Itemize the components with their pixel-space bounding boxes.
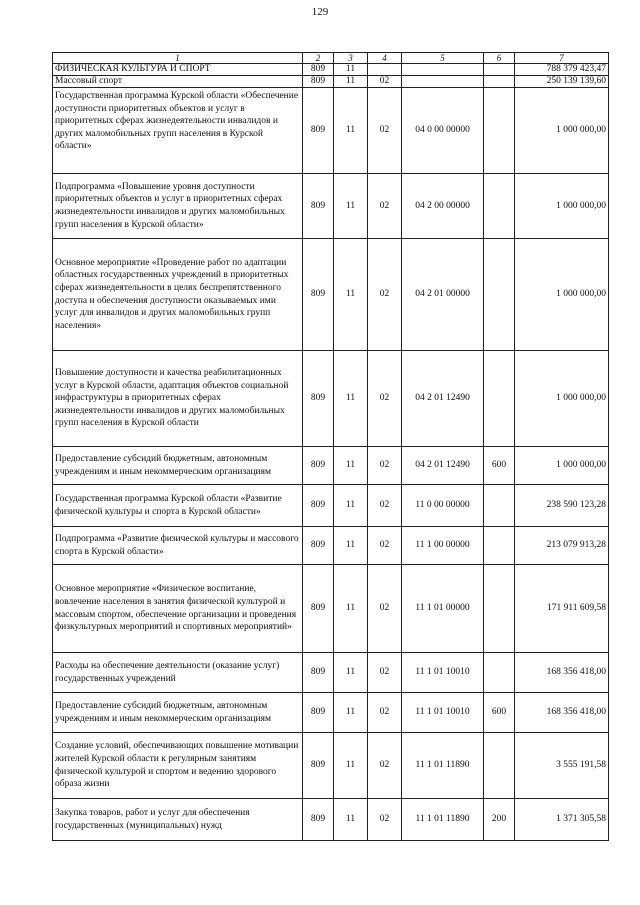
row-target: 11 1 01 11890	[402, 733, 484, 799]
row-ministry: 809	[303, 239, 334, 351]
row-subsection: 02	[368, 527, 402, 565]
row-target	[402, 76, 484, 88]
row-ministry: 809	[303, 351, 334, 447]
row-expense	[484, 351, 515, 447]
row-section: 11	[334, 351, 368, 447]
row-section: 11	[334, 64, 368, 76]
row-name: Государственная программа Курской области «Обеспечение доступности приоритетных объектов и услуг в приоритетных сферах жизнедеятельности инвалидов и других маломобильных групп населения в Курской области»	[53, 88, 303, 174]
row-target: 04 2 00 00000	[402, 174, 484, 239]
row-section: 11	[334, 76, 368, 88]
row-subsection: 02	[368, 76, 402, 88]
row-ministry: 809	[303, 485, 334, 527]
row-name: Повышение доступности и качества реабилитационных услуг в Курской области, адаптация объектов социальной инфраструктуры в приоритетных сферах жизнедеятельности инвалидов и других маломобильных групп населения в Курской области	[53, 351, 303, 447]
row-ministry: 809	[303, 799, 334, 841]
column-number-header: 6	[484, 53, 515, 64]
row-target: 11 1 01 11890	[402, 799, 484, 841]
row-amount: 1 000 000,00	[515, 351, 609, 447]
row-subsection: 02	[368, 565, 402, 653]
row-subsection	[368, 64, 402, 76]
column-number-header: 3	[334, 53, 368, 64]
row-amount: 1 000 000,00	[515, 88, 609, 174]
row-target: 11 1 01 00000	[402, 565, 484, 653]
row-amount: 171 911 609,58	[515, 565, 609, 653]
row-name: Закупка товаров, работ и услуг для обеспечения государственных (муниципальных) нужд	[53, 799, 303, 841]
column-number-header: 4	[368, 53, 402, 64]
row-section: 11	[334, 239, 368, 351]
row-section: 11	[334, 565, 368, 653]
row-subsection: 02	[368, 799, 402, 841]
row-amount: 213 079 913,28	[515, 527, 609, 565]
table-row	[53, 174, 609, 239]
row-target	[402, 64, 484, 76]
table-row	[53, 447, 609, 485]
row-amount: 1 371 305,58	[515, 799, 609, 841]
row-expense	[484, 88, 515, 174]
table-row	[53, 693, 609, 733]
row-name: Подпрограмма «Повышение уровня доступности приоритетных объектов и услуг в приоритетных сферах жизнедеятельности инвалидов и других маломобильных групп населения в Курской области»	[53, 174, 303, 239]
row-section: 11	[334, 527, 368, 565]
row-ministry: 809	[303, 527, 334, 565]
row-name: ФИЗИЧЕСКАЯ КУЛЬТУРА И СПОРТ	[53, 64, 303, 76]
row-section: 11	[334, 88, 368, 174]
row-amount: 788 379 423,47	[515, 64, 609, 76]
budget-table	[52, 52, 609, 841]
row-subsection: 02	[368, 351, 402, 447]
row-section: 11	[334, 447, 368, 485]
row-expense	[484, 174, 515, 239]
row-target: 11 0 00 00000	[402, 485, 484, 527]
page-number: 129	[311, 6, 329, 18]
row-expense	[484, 239, 515, 351]
row-expense	[484, 485, 515, 527]
row-amount: 3 555 191,58	[515, 733, 609, 799]
table-row	[53, 64, 609, 76]
row-amount: 1 000 000,00	[515, 239, 609, 351]
row-expense: 600	[484, 447, 515, 485]
table-row	[53, 733, 609, 799]
row-amount: 1 000 000,00	[515, 447, 609, 485]
column-number-header: 7	[515, 53, 609, 64]
row-subsection: 02	[368, 174, 402, 239]
table-row	[53, 76, 609, 88]
row-expense	[484, 565, 515, 653]
row-section: 11	[334, 733, 368, 799]
column-number-header: 2	[303, 53, 334, 64]
row-amount: 168 356 418,00	[515, 693, 609, 733]
table-row	[53, 799, 609, 841]
row-target: 04 2 01 12490	[402, 351, 484, 447]
row-expense	[484, 527, 515, 565]
row-ministry: 809	[303, 88, 334, 174]
row-amount: 168 356 418,00	[515, 653, 609, 693]
row-section: 11	[334, 693, 368, 733]
row-expense	[484, 653, 515, 693]
row-ministry: 809	[303, 565, 334, 653]
table-row	[53, 527, 609, 565]
row-subsection: 02	[368, 88, 402, 174]
table-row	[53, 485, 609, 527]
row-section: 11	[334, 799, 368, 841]
row-section: 11	[334, 174, 368, 239]
row-name: Подпрограмма «Развитие физической культуры и массового спорта в Курской области»	[53, 527, 303, 565]
row-ministry: 809	[303, 447, 334, 485]
row-expense	[484, 733, 515, 799]
row-ministry: 809	[303, 64, 334, 76]
row-target: 11 1 00 00000	[402, 527, 484, 565]
row-name: Массовый спорт	[53, 76, 303, 88]
row-ministry: 809	[303, 693, 334, 733]
row-ministry: 809	[303, 174, 334, 239]
table-row	[53, 239, 609, 351]
row-ministry: 809	[303, 76, 334, 88]
row-expense: 200	[484, 799, 515, 841]
table-row	[53, 351, 609, 447]
row-name: Предоставление субсидий бюджетным, автономным учреждениям и иным некоммерческим организациям	[53, 693, 303, 733]
row-target: 04 2 01 12490	[402, 447, 484, 485]
row-name: Основное мероприятие «Физическое воспитание, вовлечение населения в занятия физической культурой и массовым спортом, обеспечение организации и проведения физкультурных мероприятий и спортивных мероприятий»	[53, 565, 303, 653]
row-section: 11	[334, 653, 368, 693]
column-number-header: 5	[402, 53, 484, 64]
row-expense	[484, 76, 515, 88]
row-subsection: 02	[368, 653, 402, 693]
row-name: Государственная программа Курской области «Развитие физической культуры и спорта в Курской области»	[53, 485, 303, 527]
row-subsection: 02	[368, 485, 402, 527]
row-name: Создание условий, обеспечивающих повышение мотивации жителей Курской области к регулярным занятиям физической культурой и спортом и ведению здорового образа жизни	[53, 733, 303, 799]
row-amount: 250 139 139,60	[515, 76, 609, 88]
row-ministry: 809	[303, 653, 334, 693]
row-target: 11 1 01 10010	[402, 693, 484, 733]
row-target: 04 0 00 00000	[402, 88, 484, 174]
row-target: 11 1 01 10010	[402, 653, 484, 693]
column-number-row	[53, 53, 609, 64]
table-row	[53, 88, 609, 174]
row-amount: 238 590 123,28	[515, 485, 609, 527]
row-subsection: 02	[368, 447, 402, 485]
row-expense: 600	[484, 693, 515, 733]
row-subsection: 02	[368, 693, 402, 733]
table-row	[53, 565, 609, 653]
column-number-header: 1	[53, 53, 303, 64]
row-name: Основное мероприятие «Проведение работ по адаптации областных государственных учреждений в приоритетных сферах жизнедеятельности в целях беспрепятственного доступа и обеспечения доступности оказываемых ими услуг для инвалидов и других маломобильных групп населения»	[53, 239, 303, 351]
row-name: Расходы на обеспечение деятельности (оказание услуг) государственных учреждений	[53, 653, 303, 693]
table-row	[53, 653, 609, 693]
row-section: 11	[334, 485, 368, 527]
row-ministry: 809	[303, 733, 334, 799]
row-name: Предоставление субсидий бюджетным, автономным учреждениям и иным некоммерческим организациям	[53, 447, 303, 485]
row-amount: 1 000 000,00	[515, 174, 609, 239]
row-expense	[484, 64, 515, 76]
row-subsection: 02	[368, 239, 402, 351]
row-target: 04 2 01 00000	[402, 239, 484, 351]
row-subsection: 02	[368, 733, 402, 799]
